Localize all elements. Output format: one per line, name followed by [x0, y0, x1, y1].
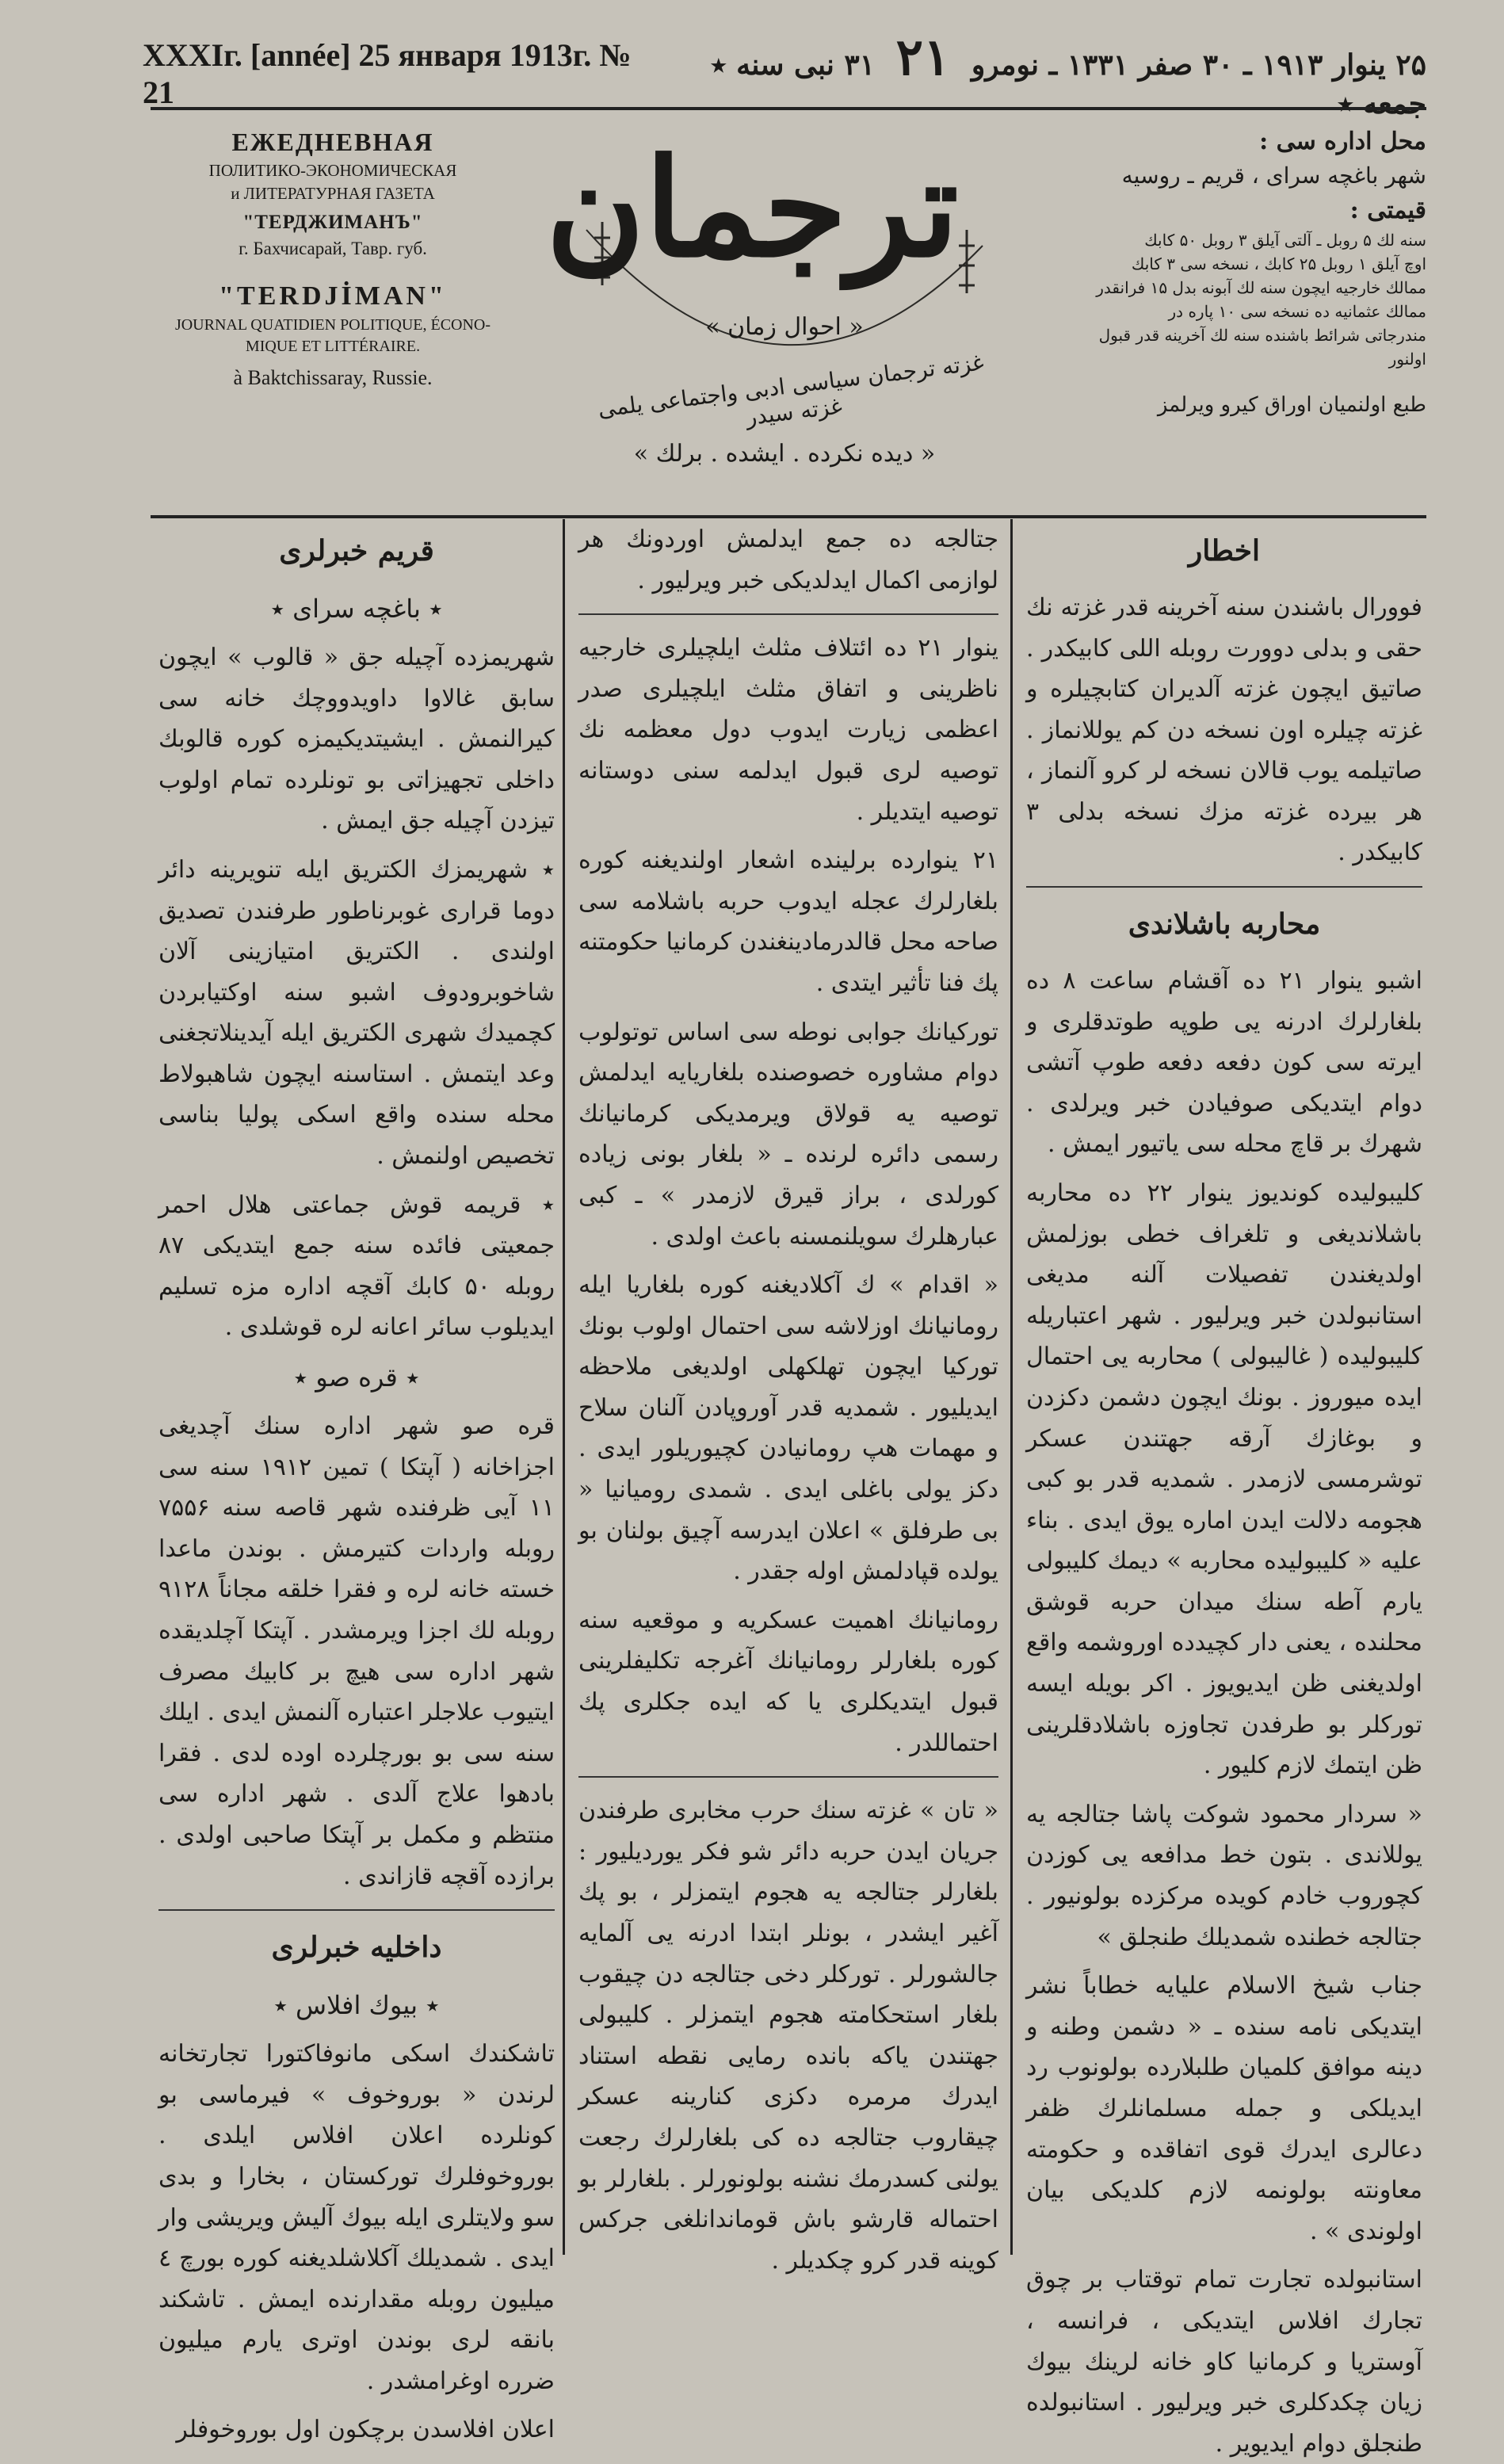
- column-left: [158, 519, 555, 2444]
- subheading-karasu: ٭ قره صو ٭: [293, 1362, 420, 1393]
- price-line-2: اوچ آيلق ۱ روبل ۲۵ كابك ، نسخه سى ۳ كابك: [1131, 254, 1426, 273]
- dateline-arabic-date: ۲۵ ينوار ۱۹۱۳ ـ ۳۰ صفر ۱۳۳۱ ـ نومرو: [971, 48, 1426, 82]
- heading-crimea-news: قريم خبرلرى: [279, 534, 434, 567]
- masthead-subtitle: « احوال زمان »: [705, 313, 864, 341]
- article-columns: [151, 519, 1426, 2458]
- article-text: تاشكندك اسكى مانوفاكتورا تجارتخانه لرندن « بوروخوف » فيرماسى بو كونلرده اعلان افلاس ايلدى . بوروخوفلرك توركستان ، بخارا و بدى سو ولايتلرى ايله بيوك آليش ويريشى وار ايدى . شمديلك آكلاشلديغنه كوره بورچ ٤ ميليون روبله مقدارنده ايمش . تاشكند بانقه لرى بوندن اوترى يارم ميليون ضرره اوغرامشدر .: [158, 2040, 555, 2395]
- dateline-russian: XXXIг. [année] 25 января 1913г. № 21: [143, 37, 632, 110]
- article-text: جتالجه ده جمع ايدلمش اوردونك هر لوازمى اكمال ايدلديكى خبر ويرليور .: [578, 525, 998, 594]
- top-rule: [151, 107, 1426, 110]
- office-label: محل اداره سى :: [1259, 128, 1426, 155]
- dateline-arabic: [647, 28, 1426, 120]
- article-text: استانبولده تجارت تمام توقتاب بر چوق تجارك افلاس ايتديكى ، فرانسه ، آوستريا و كرمانيا كاو خانه لرينك بيوك زيان چكدكلرى خبر ويرليور . استانبولده طنجلق دوام ايديوير .: [1026, 2266, 1422, 2458]
- masthead-title: ترجمان: [545, 129, 959, 288]
- article-text: ٭ شهريمزك الكتريق ايله تنويرينه دائر دوما قرارى غوبرناطور طرفندن تصديق اولندى . الكتريق امتيازينى آلان شاخوبرودوف اشبو سنه اوكتيابردن كچميدك شهرى الكتريق ايله آيدينلاتجغنى وعد ايتمش . استاسنه ايچون شاهبولاط محله سنده واقع اسكى پوليا بناسى تخصيص اولنمش .: [158, 855, 555, 1171]
- masthead-right: [1086, 124, 1426, 421]
- separator: [1026, 886, 1422, 888]
- masthead-tagline: « ديده نكرده . ايشده . برلك »: [633, 440, 936, 468]
- subheading-bankruptcy: ٭ بيوك افلاس ٭: [273, 1990, 440, 2021]
- subheading-bakhchisaray: ٭ باغچه سراى ٭: [270, 593, 443, 624]
- article-text: توركيانك جوابى نوطه سى اساس توتولوب دوام مشاوره خصوصنده بلغاريايه ايدلمش توصيه يه قولاق ويرمديكى كرمانيانك رسمى دائره لرنده ـ « بلغار بونى زياده كورلدى ، براز قيرق لازمدر » ـ كبى عبارهلرك سويلنمسنه باعث اولدى .: [578, 1018, 998, 1251]
- column-divider-1: [563, 519, 565, 2255]
- article-text: شهريمزده آچيله جق « قالوب » ايچون سابق غالاوا داويدووچك خانه سى كيرالنمش . ايشيتديكيمزه كوره قالوبك داخلى تجهيزاتى بو تونلرده تمام اولوب تيزدن آچيله جق ايمش .: [158, 643, 555, 835]
- heading-war-began: محاربه باشلاندى: [1128, 907, 1321, 942]
- separator: [158, 1909, 555, 1911]
- masthead-name-ru: "ТЕРДЖИМАНЪ": [242, 211, 423, 233]
- masthead-name-fr: "TERDJİMAN": [219, 281, 447, 311]
- article-text: ٭ قريمه قوش جماعتى هلال احمر جمعيتى فائده سنه جمع ايتديكى ۸۷ روبله ۵۰ كابك آقچه اداره مزه تسليم ايديلوب سائر اعانه لره قوشلدى .: [158, 1190, 555, 1342]
- separator: [578, 613, 998, 615]
- masthead-type-fr-2: MIQUE ET LITTÉRAIRE.: [245, 337, 421, 355]
- article-text: اشبو ينوار ۲۱ ده آقشام ساعت ۸ ده بلغارلرك ادرنه يى طوپه طوتدقلرى و ايرته سى كون دفعه دفعه طوپ آتشى دوام ايتديكى صوفيادن خبر ويرلدى . شهرك بر قاچ محله سى ياتيور ايمش .: [1026, 966, 1422, 1159]
- masthead-type-2: и ЛИТЕРАТУРНАЯ ГАЗЕТА: [231, 183, 435, 203]
- article-text: قره صو شهر اداره سنك آچديغى اجزاخانه ( آپتكا ) تمين ۱۹۱۲ سنه سى ۱۱ آيى ظرفنده شهر قاصه سنه ۷۵۵۶ روبله واردات كتيرمش . بوندن ماعدا خسته خانه لره و فقرا خلقه مجاناً ۹۱۲۸ روبله لك اجزا ويرمشدر . آپتكا آچلديقده شهر اداره سى هيچ بر كابيك مصرف ايتيوب علاجلر اعتباره آلنمش ايدى . ايلك سنه سى بو بورچلرده اوده لدى . فقرا بادهوا علاج آلدى . شهر اداره سى منتظم و مكمل بر آپتكا صاحبى اولدى . برازده آقچه قازاندى .: [158, 1412, 555, 1890]
- masthead-city-ru: г. Бахчисарай, Тавр. губ.: [239, 238, 427, 258]
- issue-number: ۲۱: [895, 27, 951, 87]
- article-text: « تان » غزته سنك حرب مخابرى طرفندن جريان ايدن حربه دائر شو فكر يورديليور : بلغارلر جتالجه يه هجوم ايتمزلر ، بو پك آغير ايشدر ، بونلر ابتدا ادرنه يى آلمايه جالشورلر . توركلر دخى جتالجه دن چيقوب بلغار استحكامته هجوم ايتمزلر . كليبولى جهتندن ياكه بانده رمايى نقطه استناد ايدرك مرمره دكزى كنارينه عسكر چيقاروب جتالجه ده كى بلغارلرك رجعت يولنى كسدرمك نشنه بولونورلر . بلغارلر بو احتماله قارشو باش قوماندانلغى جركس كوينه قدر كرو چكديلر .: [578, 1797, 998, 2275]
- article-text: كليبوليده كونديوز ينوار ۲۲ ده محاربه باشلانديغى و تلغراف خطى بوزلمش اولديغندن تفصيلات آلنه مديغى استانبولدن خبر ويرليور . شهر اعتباريله كليبوليده ( غاليبولى ) محاربه يى احتمال ايده ميوروز . بونك ايچون دشمن دكزدن و بوغازك آرقه جهتندن عسكر توشرمسى لازمدر . شمديه قدر بو كبى هجومه دلالت ايدن اماره يوق ايدى . بناء عليه « كليبوليده محاربه » ديمك كليبولى يارم آطه سنك ميدان حربه قوشق محلنده ، يعنى دار كچيدده اوروشمه واقع اولديغنى ظن ايديويوز . اكر بويله ايسه توركلر بو طرفدن تجاوزه باشلادقلرينى ظن ايتمك لازم كليور .: [1026, 1179, 1422, 1780]
- masthead-left: [151, 125, 515, 392]
- notice-line: مندرجاتى شرائط باشنده سنه لك آخرينه قدر قبول اولنور: [1098, 326, 1426, 369]
- heading-notice: اخطار: [1188, 534, 1261, 567]
- masthead-type-fr-1: JOURNAL QUATIDIEN POLITIQUE, ÉCONO-: [174, 315, 491, 334]
- masthead-rule: [151, 515, 1426, 518]
- article-text: اعلان افلاسدن برچكون اول بوروخوفلر: [176, 2416, 555, 2444]
- masthead-curved-text: غزته ترجمان سياسى ادبى واجتماعى يلمى غزته سيدر: [596, 349, 986, 431]
- price-line-4: ممالك عثمانيه ده نسخه سى ۱۰ پاره در: [1168, 302, 1426, 321]
- price-line-1: سنه لك ۵ روبل ـ آلتى آيلق ۳ روبل ۵۰ كابك: [1144, 231, 1426, 250]
- masthead-daily: ЕЖЕДНЕВНАЯ: [231, 128, 434, 156]
- price-label: قيمتى :: [1349, 197, 1426, 224]
- article-text: جناب شيخ الاسلام عليايه خطاباً نشر ايتديكى نامه سنده ـ « دشمن وطنه و دينه موافق كلميان طلبلارده بولونوب رد ايديلكى و جمله مسلمانلرك ظفر دعالرى ايدرك قوى اتفاقده و حكومته معاونته بولونمه لازم كلديكى بيان اولوندى » .: [1026, 1972, 1423, 2245]
- office-address: شهر باغچه سراى ، قريم ـ روسيه: [1121, 162, 1426, 189]
- heading-domestic-news: داخليه خبرلرى: [271, 1931, 442, 1965]
- masthead-city-fr: à Baktchissaray, Russie.: [233, 365, 433, 389]
- article-text: رومانيانك اهميت عسكريه و موقعيه سنه كوره بلغارلر رومانيانك آغرجه تكليفلرينى قبول ايتديكلرى يا كه ايده جكلرى پك احتماللدر .: [578, 1606, 998, 1757]
- price-line-3: ممالك خارجيه ايچون سنه لك آبونه بدل ۱۵ فرانقدر: [1096, 278, 1426, 297]
- article-text: « اقدام » ك آكلاديغنه كوره بلغاريا ايله رومانيانك اوزلاشه سى احتمال اولوب بونك توركيا ايچون تهلكهلى اولديغى ملاحظه ايديليور . شمديه قدر آوروپادن آلنان سلاح و مهمات هپ رومانيادن كچيوريلور ايدى . دكز يولى باغلى ايدى . شمدى روميانيا « بى طرفلق » اعلان ايدرسه آچيق بولنان بو يولده قپادلمش اوله جقدر .: [578, 1271, 998, 1586]
- manuscript-notice: طبع اولنميان اوراق كيرو ويرلمز: [1157, 393, 1426, 417]
- article-text: ينوار ۲۱ ده ائتلاف مثلث ايلچيلرى خارجيه ناظرينى و اتفاق مثلث ايلچيلرى صدر اعظمى زيارت ايدوب دول معظمه نك توصيه لرى قبول ايدلمه سنى دوستانه توصيه ايتديلر .: [578, 634, 998, 826]
- article-text: فوورال باشندن سنه آخرينه قدر غزته نك حقى و بدلى دوورت روبله اللى كابيكدر . صاتيق ايچون غزته آلديران كتابچيلره و غزته چيلره اون نسخه دن كم يوللانماز . صاتيلمه يوب قالان نسخه لر كرو آلنماز ، هر بيرده غزته مزك نسخه بدلى ۳ كابيكدر .: [1026, 593, 1422, 867]
- article-text: ۲۱ ينوارده برلينده اشعار اولنديغنه كوره بلغارلرك عجله ايدوب حربه باشلامه سى صاحه محل قالدرمادينغندن كرمانيا حكومتنه پك فنا تأثير ايتدى .: [578, 846, 998, 997]
- masthead: [151, 119, 1426, 515]
- masthead-type-1: ПОЛИТИКО-ЭКОНОМИЧЕСКАЯ: [208, 161, 457, 181]
- column-middle: [578, 519, 998, 2275]
- separator: [578, 1776, 998, 1778]
- dateline-arabic-issue: ۳۱ نبى سنه ٭ جمعه ٭: [710, 48, 1426, 120]
- dateline: [143, 27, 1426, 120]
- masthead-center: [523, 119, 1038, 515]
- column-divider-2: [1010, 519, 1013, 2255]
- column-right: [1026, 519, 1423, 2458]
- article-text: « سردار محمود شوكت پاشا جتالجه يه يوللاندى . بتون خط مدافعه يى كوزدن كچوروب خادم كويده مركزده بولونيور . جتالجه خطنده شمديلك طنجلق »: [1026, 1800, 1422, 1951]
